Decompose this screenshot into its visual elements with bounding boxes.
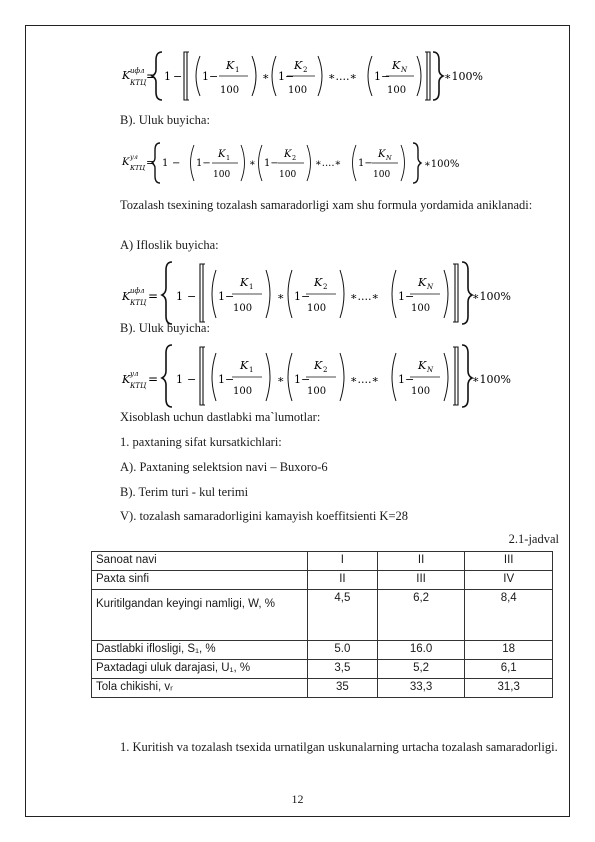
svg-text:100: 100 bbox=[288, 85, 308, 96]
formula-sup: ифл bbox=[130, 67, 145, 75]
svg-text:K: K bbox=[284, 149, 292, 160]
svg-text:N: N bbox=[401, 66, 408, 74]
svg-text:∗100%: ∗100% bbox=[444, 70, 483, 83]
svg-text:1−: 1− bbox=[196, 158, 211, 169]
svg-text:K: K bbox=[314, 276, 323, 289]
svg-text:∗....∗: ∗....∗ bbox=[350, 373, 379, 386]
svg-text:100: 100 bbox=[373, 170, 391, 180]
svg-text:100: 100 bbox=[279, 170, 297, 180]
svg-text:∗: ∗ bbox=[262, 70, 270, 83]
svg-text:K: K bbox=[418, 359, 427, 372]
svg-text:2: 2 bbox=[292, 154, 297, 162]
svg-text:K: K bbox=[418, 276, 427, 289]
item-b: B). Terim turi - kul terimi bbox=[120, 485, 249, 499]
svg-text:K: K bbox=[122, 373, 131, 386]
svg-text:2: 2 bbox=[303, 66, 308, 74]
svg-text:100: 100 bbox=[233, 303, 253, 314]
footer-item: 1. Kuritish va tozalash tsexida urnatilgan uskunalarning urtacha tozalash samaradorligi. bbox=[120, 740, 558, 754]
svg-text:1−: 1− bbox=[374, 70, 391, 83]
svg-text:1−: 1− bbox=[294, 373, 311, 386]
svg-text:K: K bbox=[240, 359, 249, 372]
svg-text:100: 100 bbox=[411, 386, 431, 397]
svg-text:ул: ул bbox=[130, 370, 139, 378]
formula-a2 bbox=[122, 258, 511, 327]
table-row: Paxta sinfi II III IV bbox=[92, 571, 553, 590]
svg-text:∗....∗: ∗....∗ bbox=[328, 70, 357, 83]
svg-text:N: N bbox=[427, 283, 434, 291]
svg-text:1−: 1− bbox=[358, 158, 373, 169]
svg-text:1−: 1− bbox=[398, 290, 415, 303]
item-1: 1. paxtaning sifat kursatkichlari: bbox=[120, 435, 282, 449]
svg-text:КТЦ: КТЦ bbox=[130, 382, 147, 390]
svg-text:∗....∗: ∗....∗ bbox=[315, 158, 342, 169]
svg-text:1−: 1− bbox=[278, 70, 295, 83]
svg-text:100: 100 bbox=[233, 386, 253, 397]
svg-text:1: 1 bbox=[226, 154, 231, 162]
svg-text:=: = bbox=[146, 156, 156, 169]
svg-text:=: = bbox=[146, 69, 157, 83]
svg-text:1: 1 bbox=[249, 366, 254, 374]
svg-text:=: = bbox=[148, 372, 159, 386]
svg-text:1−: 1− bbox=[264, 158, 279, 169]
svg-text:2: 2 bbox=[323, 283, 328, 291]
svg-text:100: 100 bbox=[307, 386, 327, 397]
svg-text:K: K bbox=[218, 149, 226, 160]
brace-right bbox=[433, 52, 443, 100]
svg-text:1−: 1− bbox=[202, 70, 219, 83]
formula-b2 bbox=[122, 341, 511, 410]
svg-text:−: − bbox=[173, 70, 183, 83]
svg-text:−: − bbox=[187, 373, 197, 386]
svg-text:1: 1 bbox=[162, 158, 169, 169]
svg-text:ул: ул bbox=[130, 153, 138, 161]
svg-text:100: 100 bbox=[220, 85, 240, 96]
svg-text:∗: ∗ bbox=[249, 158, 256, 169]
svg-text:K: K bbox=[294, 59, 303, 72]
svg-text:∗....∗: ∗....∗ bbox=[350, 290, 379, 303]
svg-text:K: K bbox=[314, 359, 323, 372]
brace-left bbox=[152, 52, 162, 100]
svg-text:∗100%: ∗100% bbox=[472, 373, 511, 386]
svg-text:1−: 1− bbox=[398, 373, 415, 386]
input-heading: Xisoblash uchun dastlabki ma`lumotlar: bbox=[120, 410, 321, 424]
table-row: Tola chikishi, vᵣ 35 33,3 31,3 bbox=[92, 679, 553, 698]
label-a2: A) Ifloslik buyicha: bbox=[120, 238, 219, 252]
svg-text:K: K bbox=[122, 157, 130, 168]
svg-text:N: N bbox=[386, 154, 392, 162]
label-b2: B). Uluk buyicha: bbox=[120, 321, 210, 335]
svg-text:K: K bbox=[378, 149, 386, 160]
svg-text:∗100%: ∗100% bbox=[424, 159, 460, 170]
svg-text:1: 1 bbox=[164, 70, 171, 83]
item-a: A). Paxtaning selektsion navi – Buxoro-6 bbox=[120, 460, 328, 474]
svg-text:K: K bbox=[240, 276, 249, 289]
svg-text:K: K bbox=[122, 290, 131, 303]
svg-text:=: = bbox=[148, 289, 159, 303]
svg-text:−: − bbox=[172, 158, 181, 169]
table-row: Sanoat navi I II III bbox=[92, 552, 553, 571]
svg-text:100: 100 bbox=[411, 303, 431, 314]
page-number: 12 bbox=[291, 792, 304, 806]
svg-text:1−: 1− bbox=[218, 373, 235, 386]
svg-text:−: − bbox=[187, 290, 197, 303]
item-v: V). tozalash samaradorligini kamayish koeffitsienti K=28 bbox=[120, 509, 409, 523]
formula-top bbox=[122, 38, 482, 105]
formula-lhs: K bbox=[122, 69, 131, 82]
svg-text:∗: ∗ bbox=[277, 373, 285, 386]
svg-text:1−: 1− bbox=[218, 290, 235, 303]
svg-text:100: 100 bbox=[307, 303, 327, 314]
data-table bbox=[91, 551, 553, 698]
table-row: Dastlabki iflosligi, S₁, % 5.0 16.0 18 bbox=[92, 641, 553, 660]
svg-text:1: 1 bbox=[176, 373, 183, 386]
table-caption: 2.1-jadval bbox=[508, 532, 559, 546]
svg-text:КТЦ: КТЦ bbox=[130, 299, 147, 307]
paragraph-1: Tozalash tsexining tozalash samaradorligi xam shu formula yordamida aniklanadi: bbox=[120, 198, 533, 212]
svg-text:100: 100 bbox=[387, 85, 407, 96]
svg-text:∗: ∗ bbox=[277, 290, 285, 303]
svg-text:ифл: ифл bbox=[130, 287, 145, 295]
svg-text:1: 1 bbox=[176, 290, 183, 303]
svg-text:1: 1 bbox=[249, 283, 254, 291]
table-row: Paxtadagi uluk darajasi, U₁, % 3,5 5,2 6,1 bbox=[92, 660, 553, 679]
svg-text:100: 100 bbox=[213, 170, 231, 180]
svg-text:1−: 1− bbox=[294, 290, 311, 303]
svg-text:K: K bbox=[392, 59, 401, 72]
label-b1: B). Uluk buyicha: bbox=[120, 113, 210, 127]
svg-text:КТЦ: КТЦ bbox=[130, 164, 146, 172]
svg-text:2: 2 bbox=[323, 366, 328, 374]
svg-text:K: K bbox=[226, 59, 235, 72]
formula-top-svg bbox=[122, 38, 482, 102]
formula-b1 bbox=[122, 137, 462, 192]
svg-text:∗100%: ∗100% bbox=[472, 290, 511, 303]
svg-text:1: 1 bbox=[235, 66, 240, 74]
table-row: Kuritilgandan keyingi namligi, W, % 4,5 6,2 8,4 bbox=[92, 590, 553, 641]
formula-sub: КТЦ bbox=[130, 79, 147, 87]
svg-text:N: N bbox=[427, 366, 434, 374]
